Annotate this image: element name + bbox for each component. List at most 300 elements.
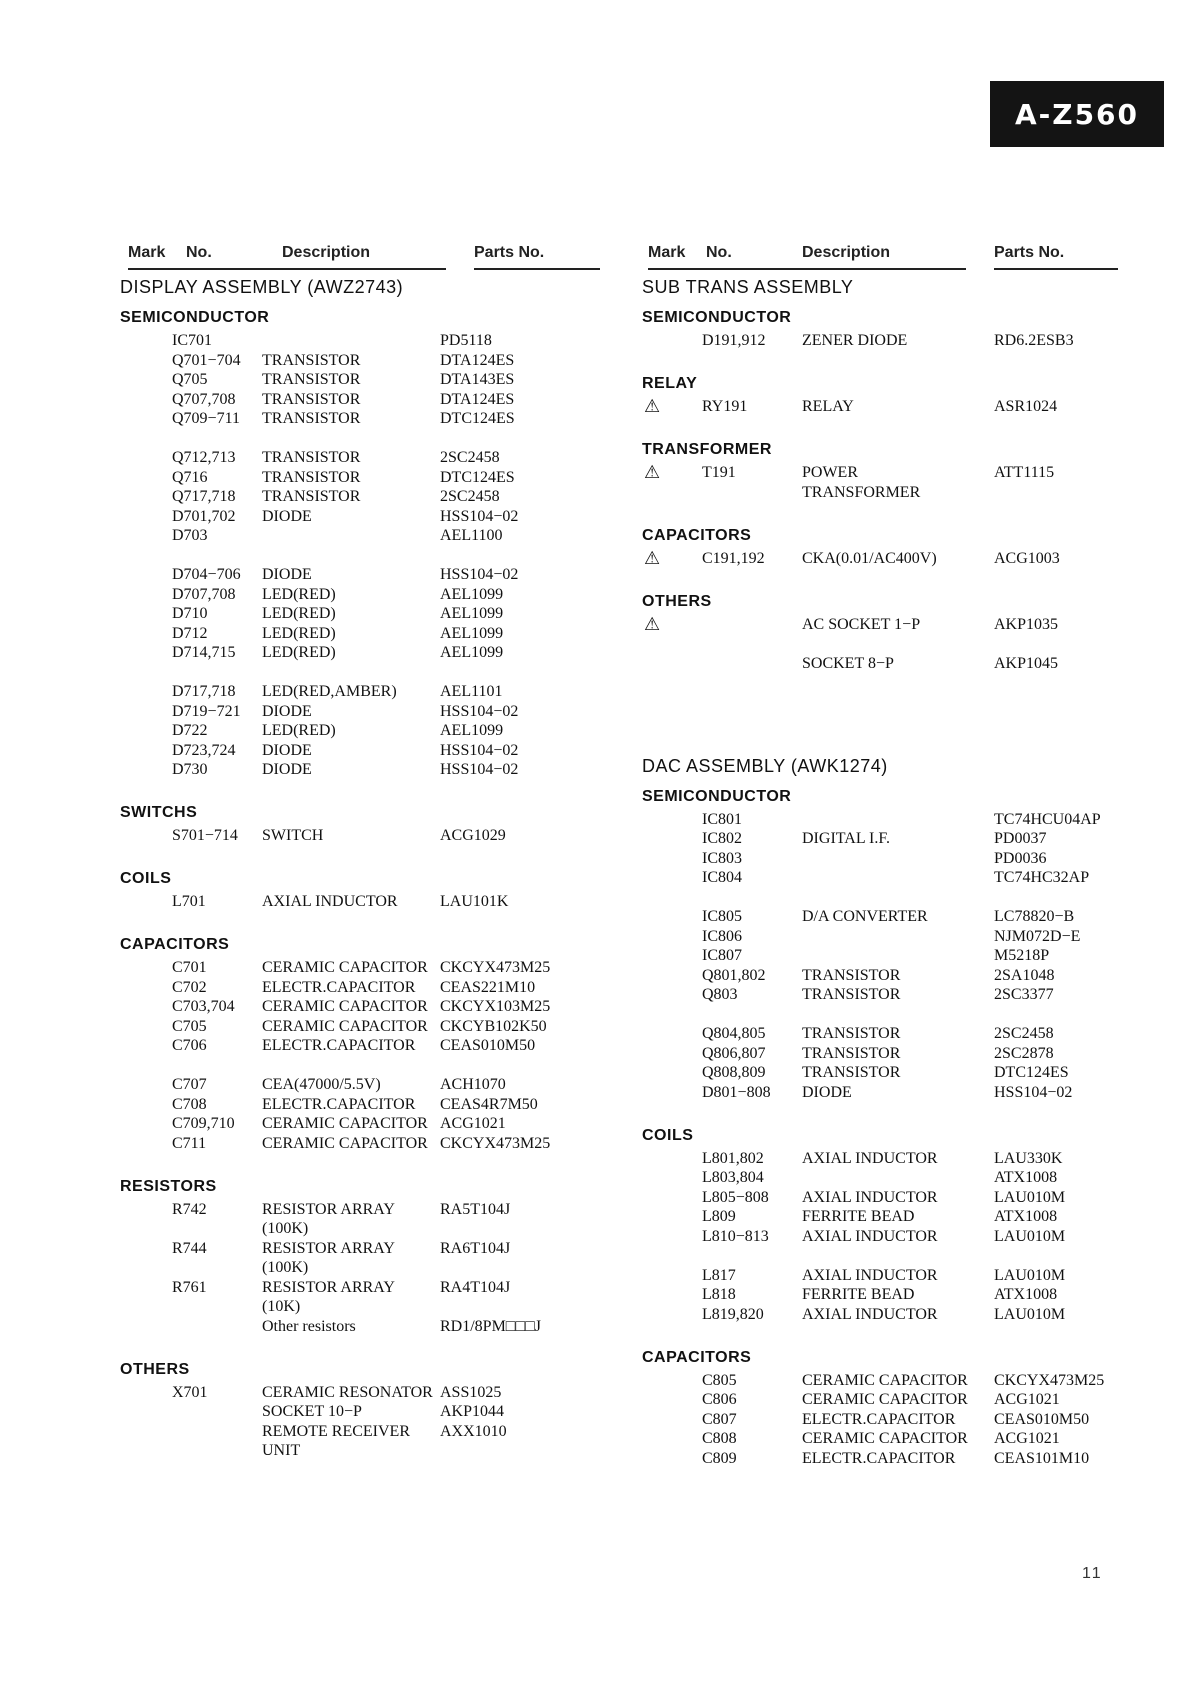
part-row xyxy=(642,1024,1122,1044)
part-row xyxy=(120,1134,600,1154)
part-description: CERAMIC CAPACITOR xyxy=(802,1371,968,1389)
part-description: CERAMIC CAPACITOR xyxy=(262,1017,428,1035)
part-number-ref: D730 xyxy=(172,761,208,778)
assembly-title: DAC ASSEMBLY (AWK1274) xyxy=(642,755,888,776)
part-number-ref: Q709−711 xyxy=(172,410,240,427)
part-number-ref: D191,912 xyxy=(702,332,766,349)
parts-no: ASR1024 xyxy=(994,398,1058,415)
part-number-ref: R761 xyxy=(172,1278,207,1296)
parts-no: ACG1003 xyxy=(994,549,1060,567)
part-row xyxy=(642,1371,1122,1391)
part-number-ref: C809 xyxy=(702,1449,737,1467)
part-description: UNIT xyxy=(262,1442,301,1459)
part-group xyxy=(120,682,600,780)
part-row xyxy=(642,1207,1122,1227)
part-description: RESISTOR ARRAY xyxy=(262,1278,395,1296)
part-row xyxy=(120,1422,600,1442)
parts-no: ATT1115 xyxy=(994,464,1055,481)
part-row xyxy=(642,1285,1122,1305)
part-number-ref: C806 xyxy=(702,1391,737,1408)
part-group xyxy=(120,1383,600,1461)
part-row xyxy=(642,1188,1122,1208)
part-number-ref: C708 xyxy=(172,1095,207,1113)
header-rule xyxy=(474,268,600,270)
part-row xyxy=(120,1297,600,1317)
part-group xyxy=(642,654,1122,674)
parts-no: AEL1099 xyxy=(440,624,504,642)
part-row xyxy=(120,624,600,644)
part-row xyxy=(120,1258,600,1278)
part-description: TRANSISTOR xyxy=(262,468,361,486)
part-row xyxy=(642,1266,1122,1286)
part-group xyxy=(120,1200,600,1337)
part-number-ref: Q707,708 xyxy=(172,390,236,408)
part-row xyxy=(642,810,1122,830)
category-title: CAPACITORS xyxy=(120,936,230,953)
parts-no: M5218P xyxy=(994,947,1050,964)
parts-no: PD5118 xyxy=(440,332,492,349)
part-description: AXIAL INDUCTOR xyxy=(802,1227,938,1245)
header-rule xyxy=(128,268,446,270)
assembly-title: SUB TRANS ASSEMBLY xyxy=(642,277,854,297)
parts-no: DTA124ES xyxy=(440,351,515,369)
parts-no: ACG1021 xyxy=(440,1115,506,1132)
column-header xyxy=(120,240,600,274)
part-row xyxy=(120,1441,600,1461)
parts-no: 2SA1048 xyxy=(994,966,1055,984)
part-description: ELECTR.CAPACITOR xyxy=(262,1037,416,1054)
part-description: FERRITE BEAD xyxy=(802,1208,915,1225)
header-no: No. xyxy=(706,244,732,261)
part-row xyxy=(120,507,600,527)
parts-no: AKP1045 xyxy=(994,654,1059,672)
safety-warning-icon: ⚠ xyxy=(644,613,661,635)
part-description: AC SOCKET 1−P xyxy=(802,615,921,633)
part-row xyxy=(120,1114,600,1134)
part-number-ref: IC806 xyxy=(702,927,742,945)
part-row xyxy=(642,1449,1122,1469)
part-description: TRANSISTOR xyxy=(802,1025,901,1042)
part-row xyxy=(642,1149,1122,1169)
part-description: AXIAL INDUCTOR xyxy=(802,1305,938,1323)
part-row xyxy=(120,1036,600,1056)
part-description: RELAY xyxy=(802,398,854,415)
part-row xyxy=(120,741,600,761)
part-row xyxy=(642,946,1122,966)
part-description: DIGITAL I.F. xyxy=(802,830,890,847)
part-number-ref: RY191 xyxy=(702,398,748,415)
part-description: TRANSISTOR xyxy=(802,966,901,984)
parts-no: AEL1101 xyxy=(440,683,503,700)
part-number-ref: Q712,713 xyxy=(172,449,236,466)
header-mark: Mark xyxy=(648,244,686,261)
part-number-ref: L817 xyxy=(702,1266,736,1284)
parts-no: RD6.2ESB3 xyxy=(994,332,1074,349)
parts-no: AEL1099 xyxy=(440,644,504,661)
part-group xyxy=(642,1024,1122,1102)
part-description: Other resistors xyxy=(262,1317,356,1335)
parts-no: AEL1099 xyxy=(440,605,504,622)
part-description: CERAMIC CAPACITOR xyxy=(262,959,428,976)
part-row xyxy=(120,702,600,722)
part-number-ref: C703,704 xyxy=(172,998,235,1015)
part-group xyxy=(120,1075,600,1153)
part-number-ref: C807 xyxy=(702,1410,737,1428)
part-number-ref: L819,820 xyxy=(702,1305,764,1323)
part-row xyxy=(642,331,1122,351)
parts-no: RA4T104J xyxy=(440,1278,511,1296)
part-number-ref: IC803 xyxy=(702,849,742,867)
part-number-ref: S701−714 xyxy=(172,827,238,844)
part-number-ref: R744 xyxy=(172,1239,207,1257)
part-group xyxy=(120,331,600,429)
left-sections xyxy=(120,304,600,1461)
part-row xyxy=(120,1219,600,1239)
part-row xyxy=(642,1044,1122,1064)
parts-no: HSS104−02 xyxy=(440,702,519,720)
spacer xyxy=(642,693,1122,753)
part-description: CERAMIC RESONATOR xyxy=(262,1383,433,1401)
part-row xyxy=(120,1317,600,1337)
parts-no: RA6T104J xyxy=(440,1239,511,1257)
part-description: CERAMIC CAPACITOR xyxy=(262,1134,428,1152)
parts-no: ATX1008 xyxy=(994,1208,1058,1225)
part-number-ref: IC802 xyxy=(702,830,742,847)
header-no: No. xyxy=(186,244,212,261)
part-description: (100K) xyxy=(262,1259,309,1276)
part-description: TRANSISTOR xyxy=(802,1044,901,1062)
part-description: TRANSFORMER xyxy=(802,483,921,501)
category-title: SEMICONDUCTOR xyxy=(120,309,270,326)
part-group xyxy=(642,1266,1122,1325)
part-row xyxy=(642,1410,1122,1430)
left-column xyxy=(120,240,600,1480)
part-description: POWER xyxy=(802,464,858,481)
parts-no: CEAS010M50 xyxy=(440,1037,536,1054)
part-description: REMOTE RECEIVER xyxy=(262,1422,410,1440)
part-row xyxy=(642,985,1122,1005)
part-number-ref: IC804 xyxy=(702,869,742,886)
part-number-ref: D801−808 xyxy=(702,1083,771,1101)
parts-no: HSS104−02 xyxy=(994,1083,1073,1101)
part-row xyxy=(642,615,1122,635)
parts-no: ASS1025 xyxy=(440,1383,502,1401)
part-row xyxy=(642,907,1122,927)
part-row xyxy=(642,1227,1122,1247)
header-rule xyxy=(648,268,966,270)
part-description: SOCKET 8−P xyxy=(802,654,894,672)
part-description: DIODE xyxy=(262,761,312,778)
part-row xyxy=(642,1390,1122,1410)
part-number-ref: D707,708 xyxy=(172,585,236,603)
parts-no: TC74HCU04AP xyxy=(994,810,1101,828)
part-number-ref: Q801,802 xyxy=(702,966,766,984)
part-number-ref: C709,710 xyxy=(172,1115,235,1132)
part-number-ref: IC807 xyxy=(702,947,742,964)
part-number-ref: T191 xyxy=(702,464,736,481)
part-row xyxy=(120,448,600,468)
part-number-ref: IC701 xyxy=(172,332,212,349)
part-number-ref: L810−813 xyxy=(702,1227,769,1245)
sub-trans-sections xyxy=(642,304,1122,673)
part-description: AXIAL INDUCTOR xyxy=(802,1266,938,1284)
part-number-ref: L801,802 xyxy=(702,1149,764,1167)
category-title: OTHERS xyxy=(642,592,712,610)
part-row xyxy=(120,585,600,605)
parts-no: HSS104−02 xyxy=(440,566,519,583)
parts-no: RA5T104J xyxy=(440,1200,511,1218)
parts-no: LAU010M xyxy=(994,1227,1066,1245)
parts-no: CKCYX103M25 xyxy=(440,998,551,1015)
part-number-ref: Q705 xyxy=(172,371,208,388)
part-number-ref: D710 xyxy=(172,605,208,622)
category-title: CAPACITORS xyxy=(642,526,752,544)
parts-no: DTC124ES xyxy=(440,468,515,486)
parts-no: AXX1010 xyxy=(440,1422,507,1440)
parts-no: CKCYX473M25 xyxy=(994,1371,1105,1389)
part-description: TRANSISTOR xyxy=(262,351,361,369)
part-description: DIODE xyxy=(262,507,312,525)
part-description: ZENER DIODE xyxy=(802,332,908,349)
header-parts-no: Parts No. xyxy=(994,244,1065,261)
part-row xyxy=(642,1063,1122,1083)
part-row xyxy=(120,565,600,585)
parts-no: AEL1099 xyxy=(440,722,504,739)
part-row xyxy=(642,1305,1122,1325)
part-group xyxy=(642,1371,1122,1469)
category-title: OTHERS xyxy=(120,1360,190,1378)
part-description: LED(RED) xyxy=(262,605,336,622)
parts-no: LAU101K xyxy=(440,893,509,910)
parts-no: CKCYB102K50 xyxy=(440,1017,547,1035)
parts-no: NJM072D−E xyxy=(994,927,1081,945)
part-description: ELECTR.CAPACITOR xyxy=(262,978,416,996)
part-description: LED(RED) xyxy=(262,585,336,603)
part-description: AXIAL INDUCTOR xyxy=(802,1149,938,1167)
part-number-ref: Q701−704 xyxy=(172,351,241,369)
part-description: TRANSISTOR xyxy=(262,371,361,388)
category-title: SWITCHS xyxy=(120,804,198,821)
part-number-ref: X701 xyxy=(172,1383,208,1401)
part-description: ELECTR.CAPACITOR xyxy=(802,1449,956,1467)
part-number-ref: IC801 xyxy=(702,810,742,828)
parts-no: CEAS4R7M50 xyxy=(440,1095,538,1113)
part-row xyxy=(120,331,600,351)
part-group xyxy=(120,826,600,846)
part-row xyxy=(120,1239,600,1259)
parts-no: LAU010M xyxy=(994,1266,1066,1284)
part-row xyxy=(120,978,600,998)
part-number-ref: R742 xyxy=(172,1200,207,1218)
part-row xyxy=(120,643,600,663)
part-row xyxy=(642,849,1122,869)
part-description: DIODE xyxy=(262,741,312,759)
parts-no: 2SC2458 xyxy=(994,1025,1054,1042)
part-number-ref: Q716 xyxy=(172,468,208,486)
part-description: RESISTOR ARRAY xyxy=(262,1239,395,1257)
part-row xyxy=(120,409,600,429)
part-number-ref: L818 xyxy=(702,1286,736,1303)
parts-no: DTC124ES xyxy=(994,1064,1069,1081)
part-description: ELECTR.CAPACITOR xyxy=(802,1410,956,1428)
parts-no: AEL1099 xyxy=(440,585,504,603)
part-row xyxy=(642,966,1122,986)
part-group xyxy=(120,958,600,1056)
part-description: LED(RED,AMBER) xyxy=(262,683,397,700)
part-number-ref: Q717,718 xyxy=(172,488,236,505)
part-number-ref: L805−808 xyxy=(702,1188,769,1206)
part-number-ref: D723,724 xyxy=(172,741,236,759)
part-number-ref: L701 xyxy=(172,893,206,910)
part-description: DIODE xyxy=(262,702,312,720)
parts-no: DTA124ES xyxy=(440,390,515,408)
part-row xyxy=(120,390,600,410)
parts-no: HSS104−02 xyxy=(440,761,519,778)
part-description: DIODE xyxy=(262,566,312,583)
part-row xyxy=(120,1383,600,1403)
part-description: DIODE xyxy=(802,1083,852,1101)
part-number-ref: Q806,807 xyxy=(702,1044,766,1062)
parts-no: CKCYX473M25 xyxy=(440,1134,551,1152)
part-description: RESISTOR ARRAY xyxy=(262,1200,395,1218)
part-description: LED(RED) xyxy=(262,644,336,661)
part-row xyxy=(120,760,600,780)
part-description: CERAMIC CAPACITOR xyxy=(802,1391,968,1408)
parts-no: CKCYX473M25 xyxy=(440,959,551,976)
part-number-ref: C805 xyxy=(702,1371,737,1389)
part-group xyxy=(642,463,1122,502)
part-number-ref: D712 xyxy=(172,624,208,642)
part-row xyxy=(120,468,600,488)
part-row xyxy=(120,1017,600,1037)
part-number-ref: C808 xyxy=(702,1430,737,1447)
part-row xyxy=(642,483,1122,503)
parts-no: RD1/8PM□□□J xyxy=(440,1317,542,1335)
part-row xyxy=(120,351,600,371)
part-number-ref: C702 xyxy=(172,978,207,996)
part-row xyxy=(120,1278,600,1298)
part-number-ref: L803,804 xyxy=(702,1169,764,1186)
part-row xyxy=(120,487,600,507)
parts-no: CEAS221M10 xyxy=(440,978,536,996)
parts-no: LC78820−B xyxy=(994,908,1075,925)
parts-no: ACG1021 xyxy=(994,1391,1060,1408)
parts-no: DTC124ES xyxy=(440,410,515,427)
header-rule xyxy=(994,268,1118,270)
column-header xyxy=(642,240,1122,274)
parts-no: ACG1029 xyxy=(440,827,506,844)
category-title: COILS xyxy=(120,870,172,887)
part-row xyxy=(120,1075,600,1095)
part-description: SWITCH xyxy=(262,827,324,844)
part-row xyxy=(642,397,1122,417)
part-row xyxy=(642,549,1122,569)
safety-warning-icon: ⚠ xyxy=(644,462,661,483)
part-row xyxy=(120,721,600,741)
part-description: LED(RED) xyxy=(262,624,336,642)
part-group xyxy=(120,565,600,663)
parts-no: CEAS101M10 xyxy=(994,1449,1090,1467)
category-title: SEMICONDUCTOR xyxy=(642,787,792,805)
part-row xyxy=(120,1200,600,1220)
parts-no: ACG1021 xyxy=(994,1430,1060,1447)
part-description: TRANSISTOR xyxy=(802,986,901,1003)
part-number-ref: D719−721 xyxy=(172,702,241,720)
part-description: SOCKET 10−P xyxy=(262,1403,362,1420)
category-title: RESISTORS xyxy=(120,1177,217,1195)
safety-warning-icon: ⚠ xyxy=(644,396,661,417)
part-row xyxy=(642,654,1122,674)
part-description: CERAMIC CAPACITOR xyxy=(802,1430,968,1447)
part-row xyxy=(120,370,600,390)
part-group xyxy=(642,331,1122,351)
part-description: LED(RED) xyxy=(262,722,336,739)
part-group xyxy=(642,810,1122,888)
part-description: (10K) xyxy=(262,1298,301,1315)
right-column xyxy=(642,240,1122,1488)
page-number: 11 xyxy=(1082,1565,1103,1582)
safety-warning-icon: ⚠ xyxy=(644,547,661,569)
part-number-ref: C706 xyxy=(172,1037,207,1054)
part-number-ref: C191,192 xyxy=(702,549,765,567)
dac-sections xyxy=(642,783,1122,1469)
parts-no: HSS104−02 xyxy=(440,741,519,759)
parts-no: 2SC2458 xyxy=(440,488,500,505)
part-row xyxy=(642,1168,1122,1188)
parts-no: AKP1035 xyxy=(994,615,1059,633)
part-row xyxy=(120,604,600,624)
part-description: FERRITE BEAD xyxy=(802,1286,915,1303)
parts-no: LAU010M xyxy=(994,1305,1066,1323)
parts-no: ACH1070 xyxy=(440,1076,506,1093)
part-description: D/A CONVERTER xyxy=(802,908,928,925)
part-description: TRANSISTOR xyxy=(262,410,361,427)
part-row xyxy=(642,927,1122,947)
part-row xyxy=(642,1083,1122,1103)
part-row xyxy=(120,1095,600,1115)
part-number-ref: D722 xyxy=(172,722,208,739)
part-description: CERAMIC CAPACITOR xyxy=(262,1115,428,1132)
parts-no: TC74HC32AP xyxy=(994,869,1090,886)
part-group xyxy=(120,892,600,912)
part-number-ref: Q803 xyxy=(702,986,738,1003)
header-description: Description xyxy=(282,244,371,261)
part-number-ref: D714,715 xyxy=(172,644,236,661)
part-description: ELECTR.CAPACITOR xyxy=(262,1095,416,1113)
header-description: Description xyxy=(802,244,891,261)
parts-no: HSS104−02 xyxy=(440,507,519,525)
parts-no: LAU330K xyxy=(994,1149,1063,1167)
part-number-ref: D703 xyxy=(172,527,208,544)
part-number-ref: L809 xyxy=(702,1208,736,1225)
part-row xyxy=(120,1402,600,1422)
part-row xyxy=(120,526,600,546)
part-row xyxy=(642,868,1122,888)
parts-no: 2SC2878 xyxy=(994,1044,1054,1062)
part-description: TRANSISTOR xyxy=(802,1064,901,1081)
part-description: TRANSISTOR xyxy=(262,488,361,505)
parts-no: PD0037 xyxy=(994,830,1047,847)
header-parts-no: Parts No. xyxy=(474,244,545,261)
part-description: TRANSISTOR xyxy=(262,390,361,408)
part-group xyxy=(120,448,600,546)
part-number-ref: D717,718 xyxy=(172,683,236,700)
part-description: (100K) xyxy=(262,1220,309,1237)
part-row xyxy=(642,829,1122,849)
part-row xyxy=(120,958,600,978)
part-number-ref: Q804,805 xyxy=(702,1025,766,1042)
parts-no: AEL1100 xyxy=(440,527,503,544)
